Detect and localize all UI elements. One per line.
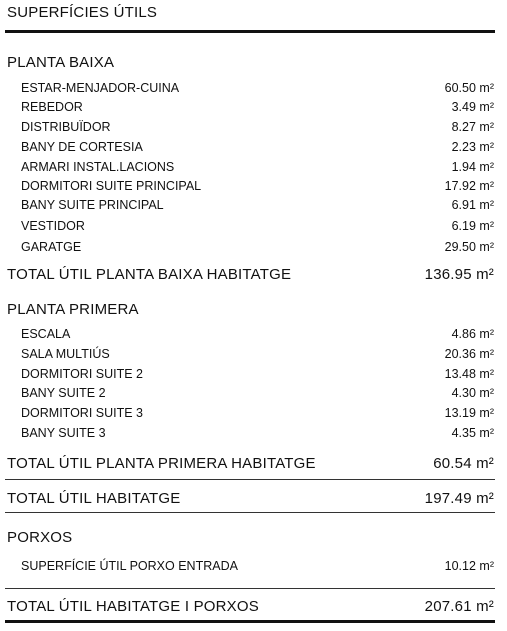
area-value: 20.36 m² [444,347,494,361]
area-label: BANY SUITE 2 [21,386,106,400]
area-value: 6.19 m² [451,219,494,233]
area-label: DISTRIBUÏDOR [21,120,111,134]
total-planta-primera [7,453,494,473]
area-label: REBEDOR [21,100,83,114]
section-heading-porxos: PORXOS [7,529,73,546]
area-label: ESTAR-MENJADOR-CUINA [21,81,180,95]
title-divider [5,30,495,33]
area-value: 1.94 m² [451,160,494,174]
area-row [21,98,494,116]
total-label: TOTAL ÚTIL HABITATGE I PORXOS [7,597,259,615]
area-label: SUPERFÍCIE ÚTIL PORXO ENTRADA [21,559,238,573]
area-row [21,424,494,442]
area-value: 8.27 m² [451,120,494,134]
area-row [21,345,494,363]
area-value: 10.12 m² [444,559,494,573]
area-row [21,217,494,235]
area-label: GARATGE [21,240,82,254]
page-title: SUPERFÍCIES ÚTILS [7,4,158,21]
area-row [21,238,494,256]
area-label: BANY DE CORTESIA [21,140,143,154]
area-value: 13.48 m² [444,367,494,381]
total-label: TOTAL ÚTIL HABITATGE [7,489,181,507]
area-value: 6.91 m² [451,198,494,212]
area-label: BANY SUITE 3 [21,426,106,440]
area-value: 2.23 m² [451,140,494,154]
area-row [21,158,494,176]
total-planta-baixa [7,264,494,284]
area-row [21,79,494,97]
area-label: DORMITORI SUITE 2 [21,367,144,381]
area-row [21,404,494,422]
divider [5,588,495,589]
area-label: DORMITORI SUITE 3 [21,406,144,420]
area-row [21,325,494,343]
bottom-divider [5,620,495,623]
area-value: 4.86 m² [451,327,494,341]
total-label: TOTAL ÚTIL PLANTA PRIMERA HABITATGE [7,454,316,472]
area-row [21,384,494,402]
divider [5,512,495,513]
total-habitatge [7,488,494,508]
area-value: 13.19 m² [444,406,494,420]
area-label: VESTIDOR [21,219,85,233]
section-heading-planta-baixa: PLANTA BAIXA [7,54,115,71]
area-label: SALA MULTIÚS [21,347,110,361]
area-value: 4.30 m² [451,386,494,400]
total-label: TOTAL ÚTIL PLANTA BAIXA HABITATGE [7,265,292,283]
total-value: 136.95 m² [424,265,494,283]
area-row [21,177,494,195]
area-label: ARMARI INSTAL.LACIONS [21,160,175,174]
area-value: 4.35 m² [451,426,494,440]
total-value: 197.49 m² [424,489,494,507]
area-row [21,196,494,214]
total-value: 60.54 m² [433,454,494,472]
section-heading-planta-primera: PLANTA PRIMERA [7,301,139,318]
area-row [21,138,494,156]
area-label: ESCALA [21,327,71,341]
area-label: DORMITORI SUITE PRINCIPAL [21,179,202,193]
area-row [21,557,494,575]
area-row [21,365,494,383]
area-label: BANY SUITE PRINCIPAL [21,198,164,212]
divider [5,479,495,480]
total-habitatge-porxos [7,596,494,616]
area-value: 3.49 m² [451,100,494,114]
area-row [21,118,494,136]
area-value: 29.50 m² [444,240,494,254]
area-value: 60.50 m² [444,81,494,95]
area-value: 17.92 m² [444,179,494,193]
total-value: 207.61 m² [424,597,494,615]
